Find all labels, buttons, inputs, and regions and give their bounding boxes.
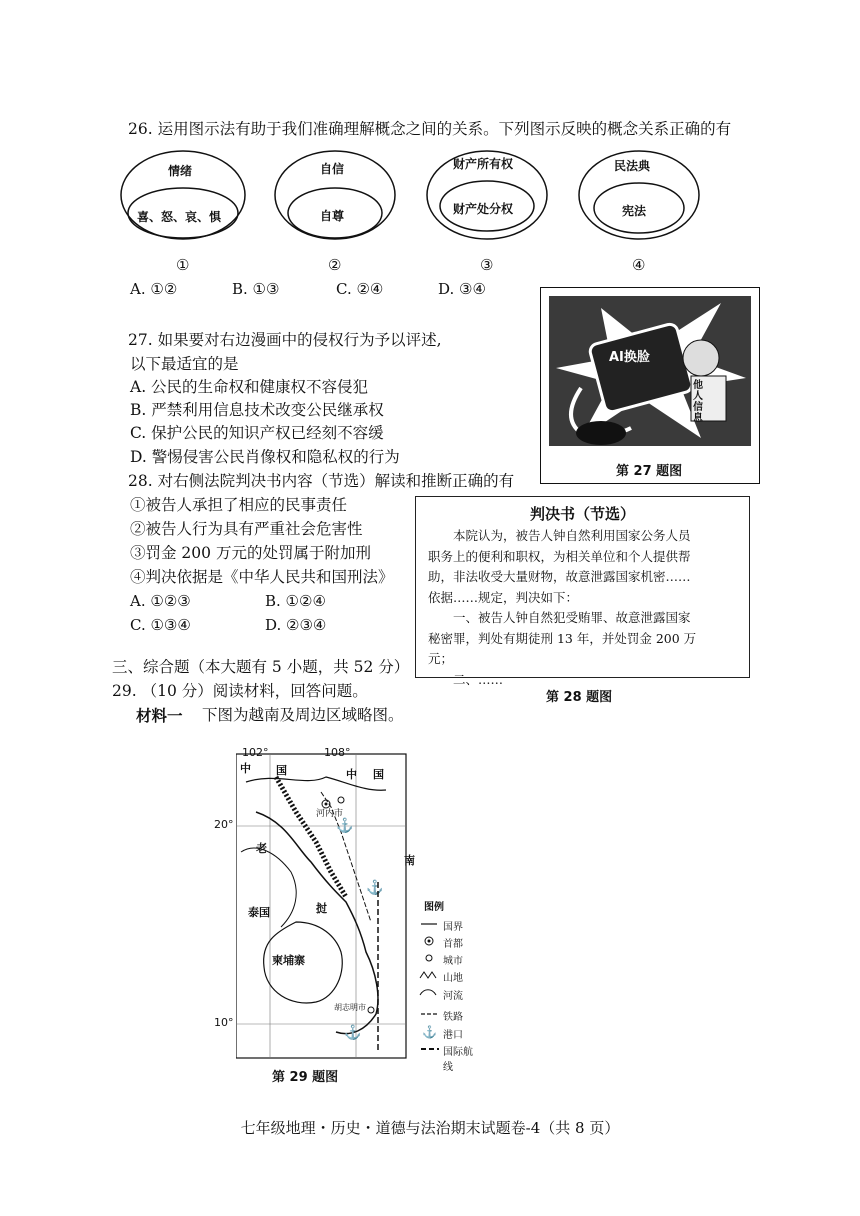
lat-label-20: 20° — [214, 818, 234, 831]
q28-option-d[interactable]: D. ②③④ — [265, 616, 327, 634]
q27-stem-line2: 以下最适宜的是 — [130, 355, 239, 373]
country-label: 柬埔寨 — [272, 954, 305, 967]
judgment-title: 判决书（节选） — [529, 505, 635, 523]
country-label: 中 — [240, 762, 251, 775]
judgment-line: 二、…… — [453, 671, 504, 687]
judgment-body — [416, 524, 749, 690]
venn-outer-label-1: 情绪 — [168, 164, 193, 178]
legend-item: 河流 — [443, 991, 463, 1002]
judgment-line: 助，非法收受大量财物，故意泄露国家机密…… — [428, 569, 691, 584]
venn-outer-label-4: 民法典 — [614, 159, 651, 173]
q27-option-c[interactable]: C. 保护公民的知识产权已经刻不容缓 — [130, 424, 384, 442]
q28-item-1: ①被告人承担了相应的民事责任 — [130, 496, 348, 514]
venn-num-3: ③ — [480, 256, 494, 274]
q28-item-3: ③罚金 200 万元的处罚属于附加刑 — [130, 544, 371, 562]
material-text: 下图为越南及周边区域略图。 — [202, 706, 404, 724]
q27-cartoon — [541, 288, 759, 453]
svg-text:⚓: ⚓ — [344, 1025, 362, 1041]
country-label: 挝 — [316, 902, 327, 915]
legend-item: 国际航线 — [443, 1047, 473, 1073]
page-footer: 七年级地理・历史・道德与法治期末试题卷-4（共 8 页） — [240, 1119, 620, 1137]
legend-item: 国界 — [443, 922, 463, 933]
svg-text:⚓: ⚓ — [336, 818, 354, 834]
cartoon-ai-label: AI换脸 — [609, 346, 650, 365]
judgment-line: 本院认为，被告人钟自然利用国家公务人员 — [453, 528, 691, 543]
lat-label-10: 10° — [214, 1016, 234, 1029]
q28-item-4: ④判决依据是《中华人民共和国刑法》 — [130, 568, 394, 586]
country-label: 中 — [346, 768, 357, 781]
q29-caption: 第 29 题图 — [272, 1070, 339, 1085]
legend-item: 山地 — [443, 973, 463, 984]
venn-inner-label-1: 喜、怒、哀、惧 — [137, 210, 222, 224]
country-label: 国 — [276, 764, 287, 777]
q27-option-d[interactable]: D. 警惕侵害公民肖像权和隐私权的行为 — [130, 448, 400, 466]
venn-num-2: ② — [328, 256, 342, 274]
q27-option-b[interactable]: B. 严禁利用信息技术改变公民继承权 — [130, 401, 384, 419]
judgment-box — [415, 496, 750, 687]
judgment-line: 一、被告人钟自然犯受贿罪、故意泄露国家 — [453, 610, 691, 625]
q26-option-b[interactable]: B. ①③ — [232, 280, 280, 298]
q28-option-a[interactable]: A. ①②③ — [130, 592, 191, 610]
lon-label-108: 108° — [324, 746, 351, 759]
city-label-hcmc: 胡志明市 — [334, 1003, 366, 1012]
legend-item: 铁路 — [443, 1012, 463, 1023]
q28-item-2: ②被告人行为具有严重社会危害性 — [130, 520, 363, 538]
q28-option-b[interactable]: B. ①②④ — [265, 592, 326, 610]
legend-item: 首都 — [443, 939, 463, 950]
lon-label-102: 102° — [242, 746, 269, 759]
country-label: 泰国 — [248, 906, 270, 919]
city-label-hanoi: 河内市 — [316, 809, 344, 819]
q27-cartoon-frame — [540, 287, 760, 484]
q27-stem-line1: 27. 如果要对右边漫画中的侵权行为予以评述, — [128, 331, 442, 349]
cartoon-side-label: 他人信息 — [693, 380, 703, 424]
q26-stem: 26. 运用图示法有助于我们准确理解概念之间的关系。下列图示反映的概念关系正确的有 — [128, 120, 732, 138]
judgment-line: 元； — [428, 651, 454, 666]
judgment-line: 秘密罪，判处有期徒刑 13 年，并处罚金 200 万 — [428, 630, 697, 646]
q26-option-c[interactable]: C. ②④ — [336, 280, 384, 298]
legend-title: 图例 — [424, 902, 444, 913]
q28-stem: 28. 对右侧法院判决书内容（节选）解读和推断正确的有 — [128, 472, 515, 490]
venn-inner-label-2: 自尊 — [320, 209, 345, 223]
q26-option-a[interactable]: A. ①② — [130, 280, 178, 298]
country-label: 南 — [404, 854, 415, 867]
legend-item: 城市 — [443, 956, 463, 967]
q29-stem: 29. （10 分）阅读材料，回答问题。 — [112, 682, 368, 700]
q28-caption: 第 28 题图 — [546, 690, 613, 705]
venn-inner-label-4: 宪法 — [622, 204, 647, 218]
judgment-line: 依据……规定，判决如下： — [428, 589, 579, 605]
q27-caption: 第 27 题图 — [616, 464, 683, 479]
q27-option-a[interactable]: A. 公民的生命权和健康权不容侵犯 — [130, 378, 369, 396]
legend-item: 港口 — [443, 1030, 463, 1041]
section3-heading: 三、综合题（本大题有 5 小题，共 52 分） — [112, 658, 410, 676]
venn-outer-label-2: 自信 — [320, 162, 345, 176]
venn-outer-label-3: 财产所有权 — [453, 157, 514, 171]
vietnam-map — [214, 746, 476, 1073]
country-label: 老 — [256, 842, 267, 855]
svg-text:⚓: ⚓ — [422, 1025, 437, 1039]
svg-text:⚓: ⚓ — [366, 880, 384, 896]
material-label: 材料一 — [136, 706, 183, 725]
venn-num-4: ④ — [632, 256, 646, 274]
judgment-line: 职务上的便利和职权，为相关单位和个人提供帮 — [428, 548, 691, 564]
q28-option-c[interactable]: C. ①③④ — [130, 616, 191, 634]
venn-inner-label-3: 财产处分权 — [453, 202, 514, 216]
venn-num-1: ① — [176, 256, 190, 274]
country-label: 国 — [373, 768, 384, 781]
q26-option-d[interactable]: D. ③④ — [438, 280, 486, 298]
